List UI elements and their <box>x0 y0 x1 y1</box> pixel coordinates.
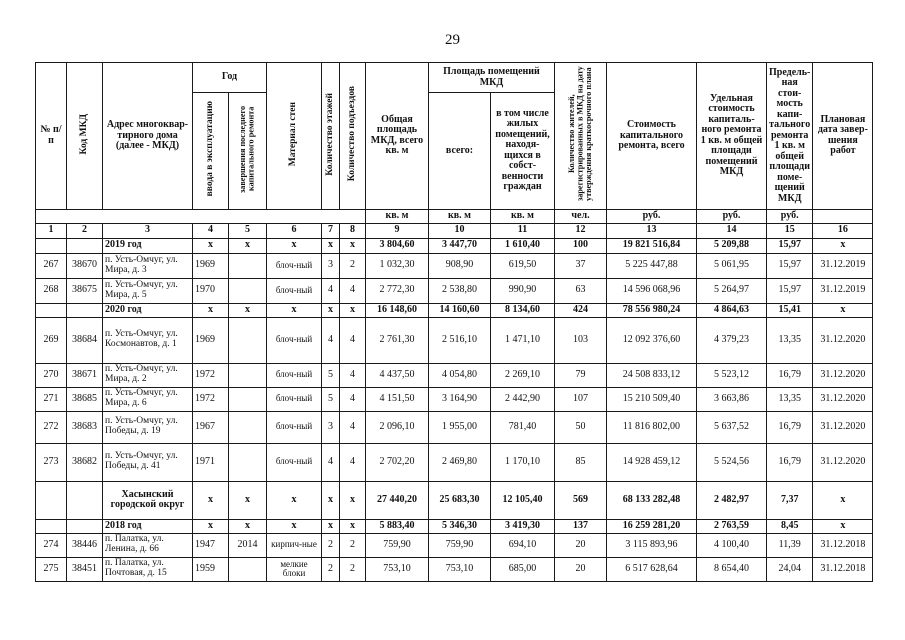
row-premises-total: 4 054,80 <box>429 363 491 387</box>
row-total-area: 16 148,60 <box>366 303 429 317</box>
row-premises-living: 2 442,90 <box>491 387 555 411</box>
row-year-commission: 1969 <box>193 317 229 363</box>
year-group-label: 2019 год <box>103 238 193 253</box>
header-wall-material <box>267 63 322 210</box>
row-year-last-repair <box>229 557 267 581</box>
unit-cell: чел. <box>555 209 607 223</box>
header-address: Адрес многоквар-тирного дома (далее - МКД) <box>103 63 193 210</box>
row-entrances: 4 <box>340 363 366 387</box>
row-residents: 20 <box>555 557 607 581</box>
row-entrances: 4 <box>340 317 366 363</box>
row-unit-cost: 4 100,40 <box>697 533 767 557</box>
row-residents: 103 <box>555 317 607 363</box>
row-total-area: 2 702,20 <box>366 443 429 481</box>
district-total-row <box>36 481 873 519</box>
row-code: 38682 <box>67 443 103 481</box>
table-row <box>36 411 873 443</box>
row-premises-living: 1 471,10 <box>491 317 555 363</box>
unit-cell-empty <box>813 209 873 223</box>
table-row <box>36 363 873 387</box>
row-year-last-repair: x <box>229 481 267 519</box>
row-planned-date: x <box>813 519 873 533</box>
row-premises-living: 781,40 <box>491 411 555 443</box>
row-premises-living: 8 134,60 <box>491 303 555 317</box>
row-residents: 100 <box>555 238 607 253</box>
row-limit-cost: 16,79 <box>767 411 813 443</box>
row-repair-cost: 11 816 802,00 <box>607 411 697 443</box>
row-year-commission: 1972 <box>193 363 229 387</box>
row-year-last-repair <box>229 443 267 481</box>
row-planned-date: x <box>813 303 873 317</box>
group-empty-cell <box>36 519 67 533</box>
header-premises-living: в том числе жилых помещений, находя-щихся в собст-венности граждан <box>491 93 555 209</box>
row-total-area: 2 761,30 <box>366 317 429 363</box>
header-year-commission <box>193 93 229 209</box>
row-year-commission: 1970 <box>193 278 229 303</box>
unit-cell: кв. м <box>491 209 555 223</box>
row-premises-living: 619,50 <box>491 253 555 278</box>
row-total-area: 753,10 <box>366 557 429 581</box>
row-year-commission: x <box>193 238 229 253</box>
row-unit-cost: 2 763,59 <box>697 519 767 533</box>
row-floors: 4 <box>322 443 340 481</box>
row-unit-cost: 5 523,12 <box>697 363 767 387</box>
header-year-group: Год <box>193 63 267 93</box>
col-number: 12 <box>555 223 607 238</box>
row-wall-material: блоч-ный <box>267 443 322 481</box>
row-address: п. Усть-Омчуг, ул. Мира, д. 2 <box>103 363 193 387</box>
row-code: 38451 <box>67 557 103 581</box>
row-year-commission: x <box>193 519 229 533</box>
year-group-label: 2018 год <box>103 519 193 533</box>
row-entrances: 4 <box>340 387 366 411</box>
row-entrances: 4 <box>340 443 366 481</box>
row-repair-cost: 16 259 281,20 <box>607 519 697 533</box>
units-spacer <box>36 209 366 223</box>
col-number: 5 <box>229 223 267 238</box>
district-label: Хасынский городской округ <box>103 481 193 519</box>
row-code: 38446 <box>67 533 103 557</box>
row-residents: 85 <box>555 443 607 481</box>
row-planned-date: x <box>813 238 873 253</box>
row-floors: 4 <box>322 317 340 363</box>
row-year-last-repair: x <box>229 238 267 253</box>
row-year-last-repair <box>229 363 267 387</box>
unit-cell: руб. <box>607 209 697 223</box>
row-planned-date: 31.12.2018 <box>813 557 873 581</box>
row-repair-cost: 68 133 282,48 <box>607 481 697 519</box>
row-residents: 63 <box>555 278 607 303</box>
row-wall-material: x <box>267 238 322 253</box>
header-code-label: Код МКД <box>78 113 89 155</box>
row-repair-cost: 78 556 980,24 <box>607 303 697 317</box>
row-premises-living: 1 610,40 <box>491 238 555 253</box>
group-empty-cell <box>36 303 67 317</box>
unit-cell: руб. <box>697 209 767 223</box>
row-unit-cost: 5 637,52 <box>697 411 767 443</box>
row-premises-total: 14 160,60 <box>429 303 491 317</box>
header-wall-material-label: Материал стен <box>288 101 299 167</box>
header-residents <box>555 63 607 210</box>
header-year-last-repair-label: завершения последнего капитального ремонта <box>237 105 256 193</box>
row-number: 273 <box>36 443 67 481</box>
row-premises-total: 2 516,10 <box>429 317 491 363</box>
row-premises-total: 2 538,80 <box>429 278 491 303</box>
header-floors <box>322 63 340 210</box>
row-unit-cost: 8 654,40 <box>697 557 767 581</box>
row-premises-total: 1 955,00 <box>429 411 491 443</box>
row-address: п. Палатка, ул. Почтовая, д. 15 <box>103 557 193 581</box>
header-premises-total: всего: <box>429 93 491 209</box>
group-empty-cell <box>67 519 103 533</box>
row-floors: 5 <box>322 363 340 387</box>
row-wall-material: x <box>267 481 322 519</box>
year-group-row <box>36 238 873 253</box>
row-premises-total: 753,10 <box>429 557 491 581</box>
row-repair-cost: 19 821 516,84 <box>607 238 697 253</box>
row-premises-living: 2 269,10 <box>491 363 555 387</box>
row-floors: 4 <box>322 278 340 303</box>
row-code: 38670 <box>67 253 103 278</box>
row-planned-date: 31.12.2020 <box>813 317 873 363</box>
page-number: 29 <box>445 32 460 48</box>
header-unit-cost: Удельная стоимость капиталь-ного ремонта 1 кв. м общей площади помещений МКД <box>697 63 767 210</box>
row-premises-total: 5 346,30 <box>429 519 491 533</box>
row-total-area: 3 804,60 <box>366 238 429 253</box>
row-code: 38675 <box>67 278 103 303</box>
table-row <box>36 278 873 303</box>
row-wall-material: блоч-ный <box>267 387 322 411</box>
row-number: 269 <box>36 317 67 363</box>
row-year-commission: 1947 <box>193 533 229 557</box>
row-repair-cost: 12 092 376,60 <box>607 317 697 363</box>
row-entrances: x <box>340 481 366 519</box>
row-entrances: 2 <box>340 557 366 581</box>
row-repair-cost: 14 928 459,12 <box>607 443 697 481</box>
row-repair-cost: 3 115 893,96 <box>607 533 697 557</box>
row-limit-cost: 15,41 <box>767 303 813 317</box>
header-entrances-label: Количество подъездов <box>346 86 357 182</box>
row-floors: 3 <box>322 411 340 443</box>
row-total-area: 5 883,40 <box>366 519 429 533</box>
row-unit-cost: 5 209,88 <box>697 238 767 253</box>
row-repair-cost: 5 225 447,88 <box>607 253 697 278</box>
row-wall-material: мелкие блоки <box>267 557 322 581</box>
col-number: 15 <box>767 223 813 238</box>
col-number: 10 <box>429 223 491 238</box>
row-wall-material: x <box>267 303 322 317</box>
row-floors: x <box>322 303 340 317</box>
row-total-area: 2 096,10 <box>366 411 429 443</box>
row-premises-living: 694,10 <box>491 533 555 557</box>
row-unit-cost: 4 379,23 <box>697 317 767 363</box>
row-entrances: x <box>340 519 366 533</box>
row-year-last-repair <box>229 278 267 303</box>
row-wall-material: блоч-ный <box>267 411 322 443</box>
table-row <box>36 317 873 363</box>
row-residents: 137 <box>555 519 607 533</box>
col-number: 11 <box>491 223 555 238</box>
row-repair-cost: 14 596 068,96 <box>607 278 697 303</box>
col-number: 9 <box>366 223 429 238</box>
col-number: 4 <box>193 223 229 238</box>
row-limit-cost: 11,39 <box>767 533 813 557</box>
row-wall-material: блоч-ный <box>267 253 322 278</box>
table-body <box>36 238 873 581</box>
row-total-area: 4 437,50 <box>366 363 429 387</box>
header-planned-date: Плановая дата завер-шения работ <box>813 63 873 210</box>
row-wall-material: кирпич-ные <box>267 533 322 557</box>
row-year-commission: 1971 <box>193 443 229 481</box>
row-floors: x <box>322 519 340 533</box>
row-residents: 37 <box>555 253 607 278</box>
row-total-area: 27 440,20 <box>366 481 429 519</box>
col-number: 1 <box>36 223 67 238</box>
column-numbers-row <box>36 223 873 238</box>
row-premises-living: 12 105,40 <box>491 481 555 519</box>
year-group-row <box>36 303 873 317</box>
row-number: 271 <box>36 387 67 411</box>
row-entrances: x <box>340 303 366 317</box>
group-empty-cell <box>36 238 67 253</box>
row-premises-total: 25 683,30 <box>429 481 491 519</box>
group-empty-cell <box>36 481 67 519</box>
row-year-last-repair <box>229 253 267 278</box>
row-planned-date: 31.12.2019 <box>813 278 873 303</box>
row-unit-cost: 5 264,97 <box>697 278 767 303</box>
row-floors: 5 <box>322 387 340 411</box>
row-entrances: 4 <box>340 278 366 303</box>
row-unit-cost: 4 864,63 <box>697 303 767 317</box>
year-group-row <box>36 519 873 533</box>
row-planned-date: 31.12.2020 <box>813 387 873 411</box>
row-limit-cost: 16,79 <box>767 363 813 387</box>
header-total-area: Общая площадь МКД, всего кв. м <box>366 63 429 210</box>
row-address: п. Усть-Омчуг, ул. Победы, д. 41 <box>103 443 193 481</box>
row-address: п. Усть-Омчуг, ул. Мира, д. 6 <box>103 387 193 411</box>
col-number: 14 <box>697 223 767 238</box>
row-number: 272 <box>36 411 67 443</box>
row-premises-total: 3 447,70 <box>429 238 491 253</box>
row-year-last-repair <box>229 317 267 363</box>
group-empty-cell <box>67 481 103 519</box>
row-repair-cost: 15 210 509,40 <box>607 387 697 411</box>
row-unit-cost: 3 663,86 <box>697 387 767 411</box>
row-premises-total: 3 164,90 <box>429 387 491 411</box>
row-floors: 2 <box>322 533 340 557</box>
header-floors-label: Количество этажей <box>324 92 335 176</box>
row-floors: 3 <box>322 253 340 278</box>
row-limit-cost: 13,35 <box>767 387 813 411</box>
row-planned-date: 31.12.2019 <box>813 253 873 278</box>
header-year-commission-label: ввода в эксплуатацию <box>204 101 215 197</box>
header-premises-group: Площадь помещений МКД <box>429 63 555 93</box>
header-year-last-repair <box>229 93 267 209</box>
row-premises-living: 1 170,10 <box>491 443 555 481</box>
row-limit-cost: 7,37 <box>767 481 813 519</box>
col-number: 16 <box>813 223 873 238</box>
row-number: 275 <box>36 557 67 581</box>
row-limit-cost: 15,97 <box>767 238 813 253</box>
row-limit-cost: 16,79 <box>767 443 813 481</box>
table-row <box>36 253 873 278</box>
header-code <box>67 63 103 210</box>
row-wall-material: блоч-ный <box>267 278 322 303</box>
row-year-commission: x <box>193 481 229 519</box>
col-number: 13 <box>607 223 697 238</box>
table-row <box>36 443 873 481</box>
row-address: п. Усть-Омчуг, ул. Мира, д. 5 <box>103 278 193 303</box>
col-number: 6 <box>267 223 322 238</box>
row-repair-cost: 6 517 628,64 <box>607 557 697 581</box>
row-year-last-repair: x <box>229 519 267 533</box>
row-premises-living: 3 419,30 <box>491 519 555 533</box>
row-year-commission: x <box>193 303 229 317</box>
unit-cell: кв. м <box>366 209 429 223</box>
col-number: 2 <box>67 223 103 238</box>
row-limit-cost: 15,97 <box>767 278 813 303</box>
row-entrances: 2 <box>340 533 366 557</box>
row-code: 38683 <box>67 411 103 443</box>
group-empty-cell <box>67 238 103 253</box>
row-residents: 107 <box>555 387 607 411</box>
row-year-last-repair: x <box>229 303 267 317</box>
header-entrances <box>340 63 366 210</box>
row-floors: x <box>322 481 340 519</box>
row-residents: 20 <box>555 533 607 557</box>
row-code: 38684 <box>67 317 103 363</box>
year-group-label: 2020 год <box>103 303 193 317</box>
header-repair-cost: Стоимость капитального ремонта, всего <box>607 63 697 210</box>
row-entrances: x <box>340 238 366 253</box>
row-unit-cost: 2 482,97 <box>697 481 767 519</box>
row-year-commission: 1969 <box>193 253 229 278</box>
row-total-area: 1 032,30 <box>366 253 429 278</box>
header-no: № п/п <box>36 63 67 210</box>
row-year-commission: 1972 <box>193 387 229 411</box>
header-residents-label: Количество жителей, зарегистрированных в МКД на дату утверждения краткосрочного плана <box>566 66 593 202</box>
row-code: 38685 <box>67 387 103 411</box>
row-year-commission: 1959 <box>193 557 229 581</box>
row-premises-living: 990,90 <box>491 278 555 303</box>
row-address: п. Усть-Омчуг, ул. Космонавтов, д. 1 <box>103 317 193 363</box>
col-number: 7 <box>322 223 340 238</box>
group-empty-cell <box>67 303 103 317</box>
row-number: 270 <box>36 363 67 387</box>
row-wall-material: x <box>267 519 322 533</box>
row-residents: 424 <box>555 303 607 317</box>
capital-repair-table <box>35 62 873 582</box>
row-number: 268 <box>36 278 67 303</box>
row-planned-date: 31.12.2020 <box>813 363 873 387</box>
row-limit-cost: 24,04 <box>767 557 813 581</box>
row-limit-cost: 15,97 <box>767 253 813 278</box>
row-residents: 79 <box>555 363 607 387</box>
col-number: 3 <box>103 223 193 238</box>
header-limit-cost: Предель-ная стои-мость капи-тального ремонта 1 кв. м общей площади поме-щений МКД <box>767 63 813 210</box>
row-premises-total: 908,90 <box>429 253 491 278</box>
row-address: п. Усть-Омчуг, ул. Победы, д. 19 <box>103 411 193 443</box>
row-premises-total: 2 469,80 <box>429 443 491 481</box>
row-total-area: 2 772,30 <box>366 278 429 303</box>
row-premises-living: 685,00 <box>491 557 555 581</box>
row-number: 274 <box>36 533 67 557</box>
row-year-last-repair: 2014 <box>229 533 267 557</box>
row-limit-cost: 8,45 <box>767 519 813 533</box>
row-unit-cost: 5 061,95 <box>697 253 767 278</box>
table-row <box>36 557 873 581</box>
unit-cell: кв. м <box>429 209 491 223</box>
table-row <box>36 387 873 411</box>
row-floors: x <box>322 238 340 253</box>
unit-cell: руб. <box>767 209 813 223</box>
row-planned-date: x <box>813 481 873 519</box>
row-total-area: 759,90 <box>366 533 429 557</box>
row-planned-date: 31.12.2018 <box>813 533 873 557</box>
row-floors: 2 <box>322 557 340 581</box>
table-row <box>36 533 873 557</box>
row-wall-material: блоч-ный <box>267 317 322 363</box>
row-residents: 50 <box>555 411 607 443</box>
row-wall-material: блоч-ный <box>267 363 322 387</box>
row-entrances: 4 <box>340 411 366 443</box>
row-code: 38671 <box>67 363 103 387</box>
row-planned-date: 31.12.2020 <box>813 411 873 443</box>
row-planned-date: 31.12.2020 <box>813 443 873 481</box>
row-entrances: 2 <box>340 253 366 278</box>
row-repair-cost: 24 508 833,12 <box>607 363 697 387</box>
row-year-last-repair <box>229 387 267 411</box>
col-number: 8 <box>340 223 366 238</box>
row-limit-cost: 13,35 <box>767 317 813 363</box>
row-unit-cost: 5 524,56 <box>697 443 767 481</box>
row-number: 267 <box>36 253 67 278</box>
row-total-area: 4 151,50 <box>366 387 429 411</box>
row-address: п. Усть-Омчуг, ул. Мира, д. 3 <box>103 253 193 278</box>
row-year-last-repair <box>229 411 267 443</box>
row-residents: 569 <box>555 481 607 519</box>
row-address: п. Палатка, ул. Ленина, д. 66 <box>103 533 193 557</box>
row-year-commission: 1967 <box>193 411 229 443</box>
row-premises-total: 759,90 <box>429 533 491 557</box>
